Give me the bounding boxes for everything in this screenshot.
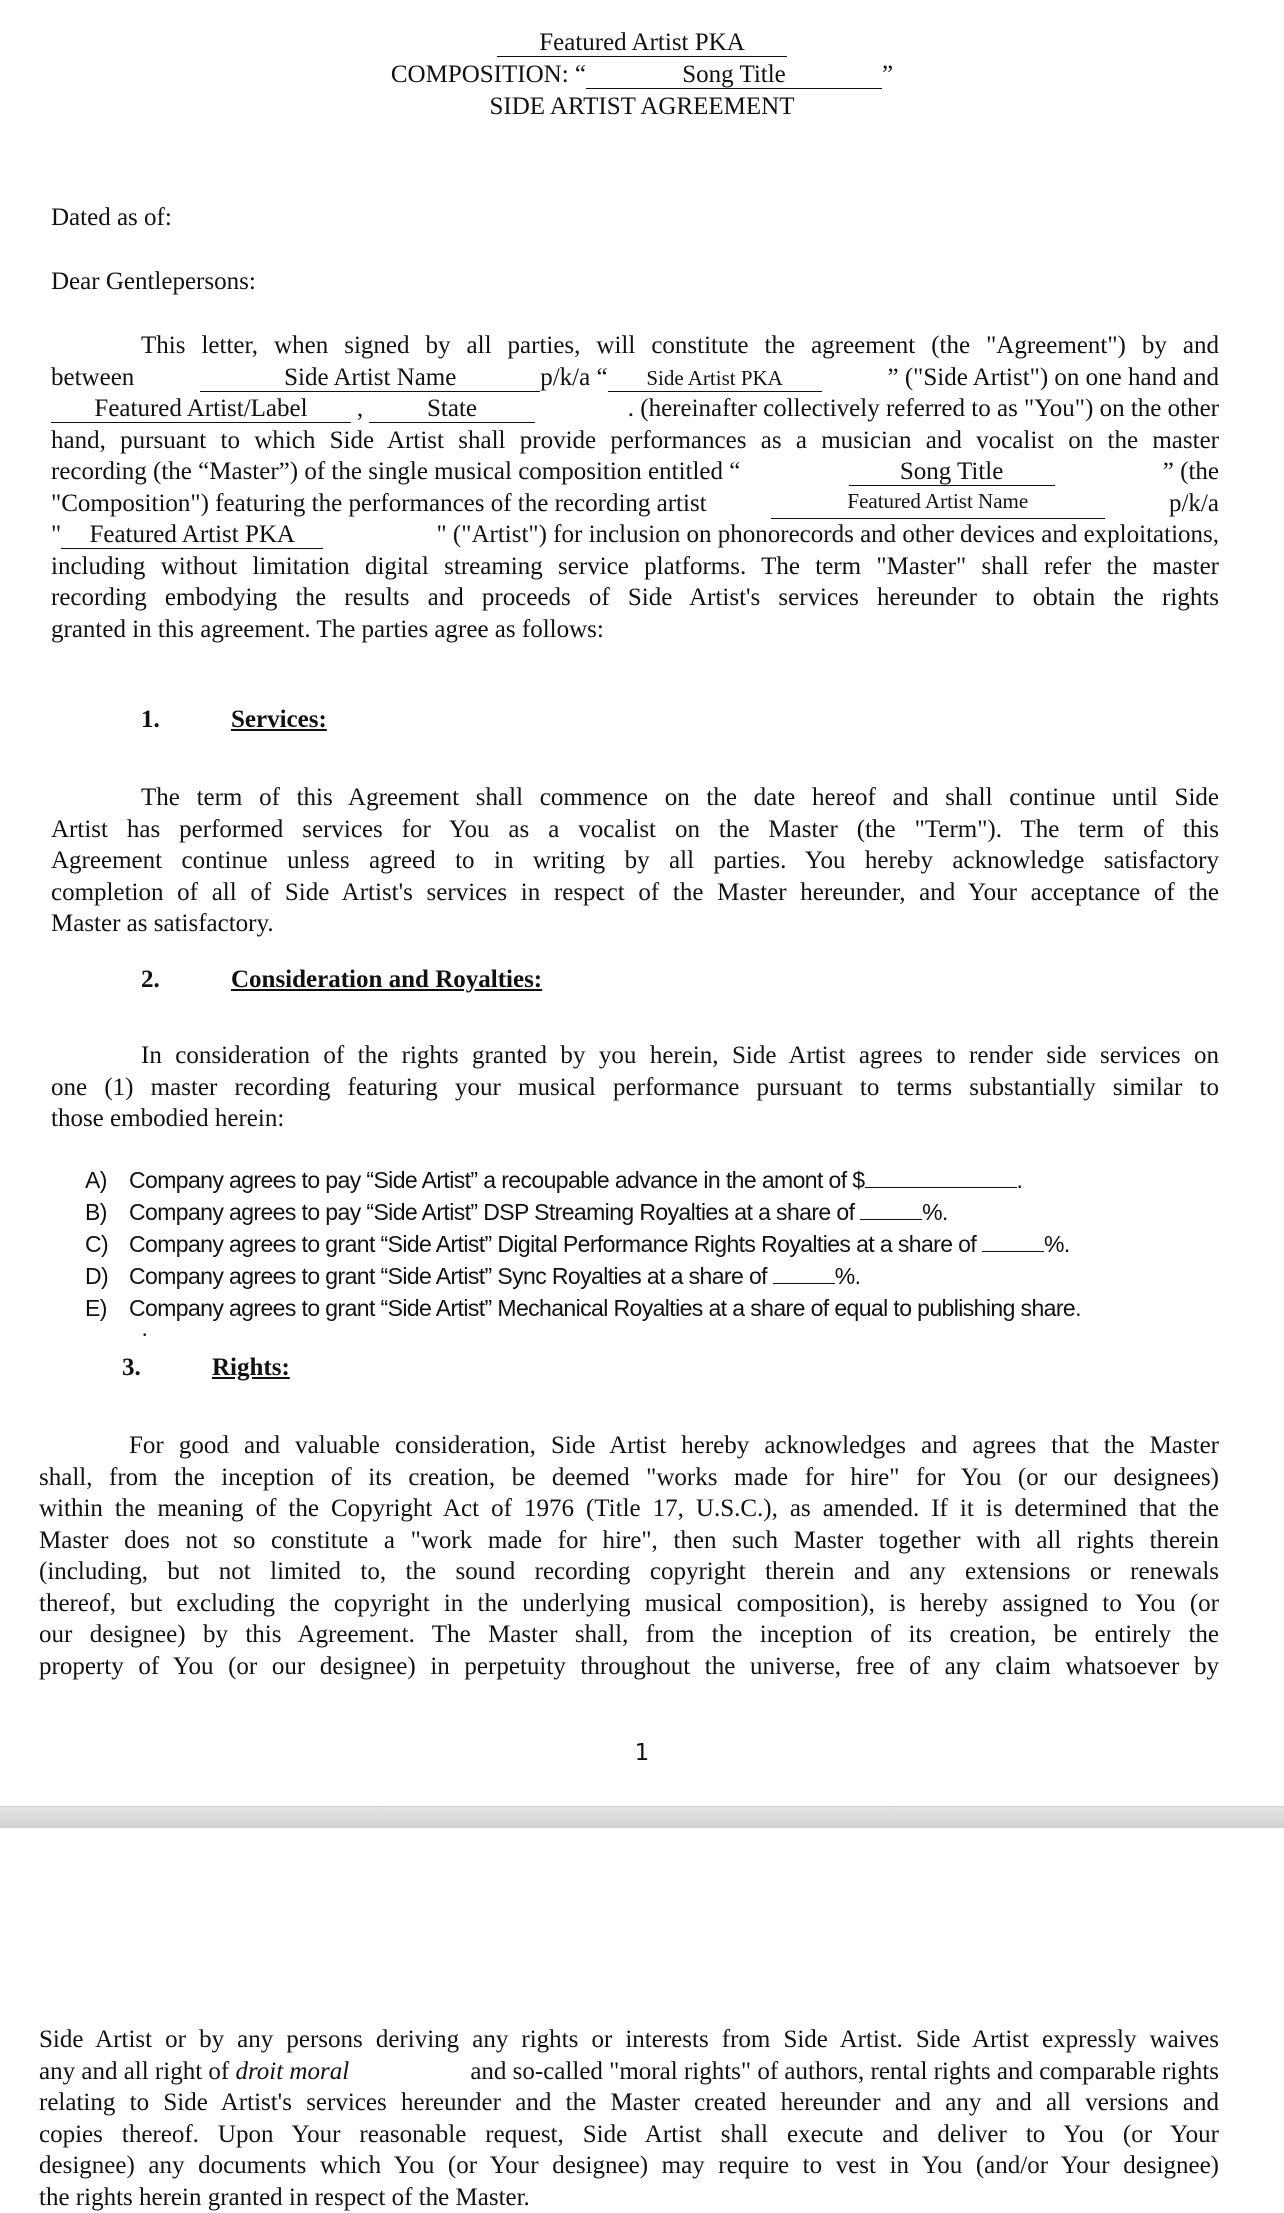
composition-close-quote: ” [882,61,893,88]
section-3-line: our designee) by this Agreement. The Master shall, from the inception of its creation, be entirely the [39,1619,1219,1651]
item-suffix: %. [1044,1231,1070,1257]
page-2-paragraph [39,2024,1219,2213]
intro-artist-def: " ("Artist") for inclusion on phonorecords and other devices and exploitations, [436,519,1219,551]
header-featured-artist [0,28,1284,58]
song-title-field[interactable]: Song Title [849,459,1055,486]
intro-line-3 [51,393,1219,425]
section-3-title: Rights: [212,1354,290,1381]
section-3-line: shall, from the inception of its creation, be deemed "works made for hire" for You (or our designees) [39,1462,1219,1494]
side-artist-pka-field[interactable]: Side Artist PKA [608,365,822,392]
section-2-line: one (1) master recording featuring your musical performance pursuant to terms substantially similar to [51,1072,1219,1104]
section-3-line: thereof, but excluding the copyright in the underlying musical composition), is hereby assigned to You (or [39,1588,1219,1620]
intro-open-quote: " [51,521,61,548]
section-3-line: For good and valuable consideration, Side Artist hereby acknowledges and agrees that the Master [39,1430,1219,1462]
featured-artist-label-field[interactable]: Featured Artist/Label [51,396,351,423]
item-letter: D) [85,1260,129,1292]
intro-pka-2: p/k/a [1169,488,1219,520]
item-letter: A) [85,1164,129,1196]
intro-line-6 [51,488,1219,520]
section-1-line: Artist has performed services for You as a vocalist on the Master (the "Term"). The term of this [51,814,1219,846]
page-2-line [39,2056,1219,2088]
item-letter: B) [85,1196,129,1228]
moral-rights-text-a: any and all right of [39,2058,235,2085]
page-2-line: designee) any documents which You (or Your designee) may require to vest in You (and/or Your designee) [39,2150,1219,2182]
intro-line-10: granted in this agreement. The parties agree as follows: [51,614,1219,646]
section-2-body [51,1040,1219,1135]
item-suffix: %. [835,1263,861,1289]
section-3-line: (including, but not limited to, the sound recording copyright therein and any extensions or renewals [39,1556,1219,1588]
droit-moral-text: droit moral [235,2058,349,2085]
state-field[interactable]: State [369,396,535,423]
intro-the: ” (the [1163,456,1219,488]
featured-artist-pka-field-2[interactable]: Featured Artist PKA [61,522,323,549]
section-3-heading [122,1354,290,1382]
intro-line-9: recording embodying the results and proceeds of Side Artist's services hereunder to obtain the rights [51,582,1219,614]
section-2-line: In consideration of the rights granted by you herein, Side Artist agrees to render side services on [51,1040,1219,1072]
item-text: Company agrees to pay “Side Artist” DSP Streaming Royalties at a share of [129,1199,860,1225]
page-2-line: the rights herein granted in respect of the Master. [39,2182,1219,2213]
item-text: Company agrees to grant “Side Artist” Mechanical Royalties at a share of equal to publishing share. [129,1295,1081,1321]
section-1-line: completion of all of Side Artist's services in respect of the Master hereunder, and Your acceptance of the [51,877,1219,909]
royalties-list [85,1164,1081,1324]
item-suffix: %. [922,1199,948,1225]
section-1-title: Services: [231,706,327,733]
document-page-2 [0,1828,1284,2210]
intro-pka: p/k/a “ [540,364,607,391]
section-2-line: those embodied herein: [51,1103,1219,1135]
page-number: 1 [0,1740,1284,1766]
advance-amount-blank[interactable] [865,1167,1017,1188]
intro-line-8: including without limitation digital streaming service platforms. The term "Master" shall refer the master [51,551,1219,583]
royalty-item-a [85,1164,1081,1196]
intro-between: between [51,362,134,394]
intro-you-def: . (hereinafter collectively referred to as "You") on the other [628,393,1219,425]
featured-artist-pka-field[interactable]: Featured Artist PKA [497,30,787,57]
dsp-share-blank[interactable] [860,1199,922,1220]
intro-composition-def: "Composition") featuring the performances of the recording artist [51,488,707,520]
section-1-number: 1. [141,706,231,734]
performance-share-blank[interactable] [982,1231,1044,1252]
page-2-line: copies thereof. Upon Your reasonable request, Side Artist shall execute and deliver to You (or Your [39,2119,1219,2151]
document-title: SIDE ARTIST AGREEMENT [0,92,1284,122]
side-artist-name-field[interactable]: Side Artist Name [200,365,540,392]
dated-as-of: Dated as of: [51,202,172,234]
intro-line-4: hand, pursuant to which Side Artist shall provide performances as a musician and vocalist on the master [51,425,1219,457]
royalty-item-e [85,1292,1081,1324]
item-letter: C) [85,1228,129,1260]
section-2-title: Consideration and Royalties: [231,966,542,993]
page-2-line: relating to Side Artist's services hereunder and the Master created hereunder and any and all versions and [39,2087,1219,2119]
section-3-line: Master does not so constitute a "work made for hire", then such Master together with all rights therein [39,1525,1219,1557]
section-1-body [51,782,1219,940]
item-letter: E) [85,1292,129,1324]
intro-line-5 [51,456,1219,488]
intro-line-1: This letter, when signed by all parties, will constitute the agreement (the "Agreement") by and [51,330,1219,362]
royalty-item-c [85,1228,1081,1260]
intro-paragraph [51,330,1219,645]
item-suffix: . [1017,1167,1023,1193]
sync-share-blank[interactable] [773,1263,835,1284]
salutation: Dear Gentlepersons: [51,266,256,298]
intro-side-artist-def: ” ("Side Artist") on one hand and [888,362,1219,394]
item-text: Company agrees to pay “Side Artist” a recoupable advance in the amont of $ [129,1167,865,1193]
intro-line-2 [51,362,1219,394]
header-composition [0,60,1284,90]
intro-line-7 [51,519,1219,551]
section-3-body [39,1430,1219,1682]
section-3-line: property of You (or our designee) in perpetuity throughout the universe, free of any claim whatsoever by [39,1651,1219,1683]
section-1-line: The term of this Agreement shall commence on the date hereof and shall continue until Side [51,782,1219,814]
composition-label: COMPOSITION: “ [391,61,586,88]
item-text: Company agrees to grant “Side Artist” Digital Performance Rights Royalties at a share of [129,1231,982,1257]
section-1-line: Master as satisfactory. [51,908,1219,940]
featured-artist-name-field[interactable]: Featured Artist Name [771,488,1105,520]
page-divider [0,1806,1284,1828]
royalty-item-d [85,1260,1081,1292]
section-2-number: 2. [141,966,231,994]
item-text: Company agrees to grant “Side Artist” Sync Royalties at a share of [129,1263,773,1289]
moral-rights-text-b: and so-called "moral rights" of authors, rental rights and comparable rights [470,2056,1219,2088]
section-3-number: 3. [122,1354,212,1382]
page-2-line: Side Artist or by any persons deriving any rights or interests from Side Artist. Side Artist expressly waives [39,2024,1219,2056]
composition-title-field[interactable]: Song Title [586,62,882,89]
royalty-item-b [85,1196,1081,1228]
intro-entitled: recording (the “Master”) of the single musical composition entitled “ [51,456,740,488]
intro-comma: , [351,393,369,425]
section-1-heading [141,706,327,734]
stray-dot: . [142,1322,148,1336]
section-2-heading [141,966,542,994]
section-1-line: Agreement continue unless agreed to in writing by all parties. You hereby acknowledge satisfactory [51,845,1219,877]
section-3-line: within the meaning of the Copyright Act of 1976 (Title 17, U.S.C.), as amended. If it is determined that the [39,1493,1219,1525]
